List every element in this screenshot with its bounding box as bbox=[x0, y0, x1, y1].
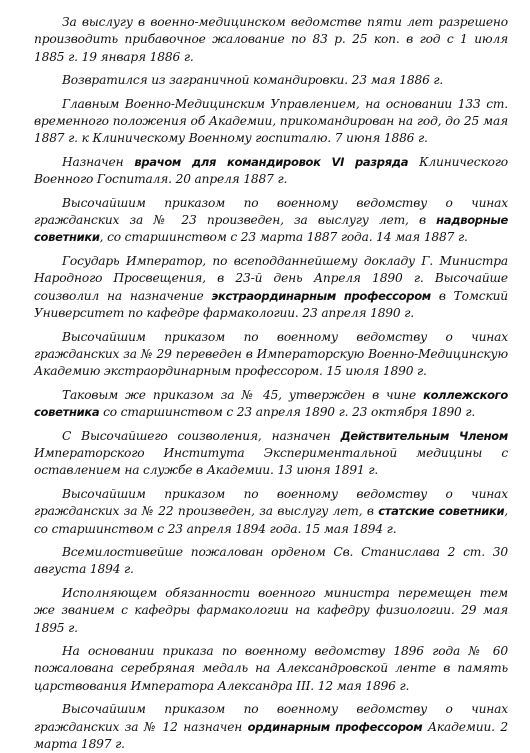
entry-text: Высочайшим приказом по военному ведомству о чинах гражданских за № 12 назначен bbox=[34, 702, 508, 734]
entry-text: Таковым же приказом за № 45, утвержден в чине bbox=[62, 387, 424, 402]
entry-text: Назначен bbox=[62, 154, 135, 169]
entry-text: За выслугу в военно-медицинском ведомстве пяти лет разрешено производить прибавочное жалование по 83 р. 25 коп. в год с 1 июля 1885 г. 19 января 1886 г. bbox=[34, 15, 508, 64]
emphasized-title: коллежского советника bbox=[34, 387, 508, 420]
entry-text: со старшинством с 23 апреля 1890 г. 23 октября 1890 г. bbox=[99, 405, 476, 420]
entry-text: Государь Император, по всеподданнейшему докладу Г. Министра Народного Просвещения, в 23-й день Апреля 1890 г. Высочайше соизволил на назначение bbox=[34, 253, 508, 303]
emphasized-title: Действительным Членом bbox=[340, 428, 508, 443]
entry-text: Академии. 2 марта 1897 г. bbox=[34, 719, 508, 752]
service-record-entry bbox=[34, 72, 508, 89]
service-record-entry bbox=[34, 701, 508, 753]
entry-text: Возвратился из заграничной командировки. 23 мая 1886 г. bbox=[62, 73, 444, 88]
entry-text: Императорского Института Экспериментальной медицины с оставлением на службе в Академии. 13 июня 1891 г. bbox=[34, 445, 508, 478]
entry-text: Высочайшим приказом по военному ведомству о чинах гражданских за № 29 переведен в Императорскую Военно-Медицинскую Академию экстраординарным профессором. 15 июля 1890 г. bbox=[34, 329, 508, 379]
service-record-entry bbox=[34, 253, 508, 323]
service-record-entry bbox=[34, 96, 508, 148]
service-record-entry bbox=[34, 428, 508, 480]
service-record-entry bbox=[34, 195, 508, 247]
entry-text: в Томский Университет по кафедре фармакологии. 23 апреля 1890 г. bbox=[34, 288, 509, 321]
entry-text: Главным Военно-Медицинским Управлением, на основании 133 ст. временного положения об Академии, прикомандирован на год, до 25 мая 1887 г. к Клиническому Военному госпиталю. 7 июня 1886 г. bbox=[34, 96, 508, 146]
emphasized-title: статские советники bbox=[378, 504, 505, 519]
service-record-entry bbox=[34, 544, 508, 579]
entry-text: С Высочайшего соизволения, назначен bbox=[62, 428, 341, 443]
emphasized-title: врачом для командировок VI разряда bbox=[134, 154, 409, 169]
emphasized-title: надворные советники bbox=[34, 213, 508, 245]
entry-text: Клинического Военного Госпиталя. 20 апреля 1887 г. bbox=[34, 154, 508, 187]
entry-text: Исполняющем обязанности военного министра перемещен тем же званием с кафедры фармакологии на кафедру физиологии. 29 мая 1895 г. bbox=[34, 585, 508, 635]
service-record-entry bbox=[34, 585, 508, 637]
entry-text: Высочайшим приказом по военному ведомству о чинах гражданских за № 23 произведен, за выслугу лет, в bbox=[34, 195, 508, 228]
service-record-entry bbox=[34, 643, 508, 695]
entry-text: , со старшинством с 23 марта 1887 года. 14 мая 1887 г. bbox=[99, 230, 468, 245]
service-record-entry bbox=[34, 14, 508, 66]
service-record-entry bbox=[34, 486, 508, 538]
entry-text: , со старшинством с 23 апреля 1894 года. 15 мая 1894 г. bbox=[34, 504, 508, 536]
entry-text: На основании приказа по военному ведомству 1896 года № 60 пожалована серебряная медаль на Александровской ленте в память царствования Императора Александра III. 12 мая 1896 г. bbox=[34, 644, 508, 693]
service-record-entry bbox=[34, 387, 508, 422]
service-record-entry bbox=[34, 154, 508, 189]
document-body bbox=[34, 14, 508, 753]
emphasized-title: экстраординарным профессором bbox=[211, 288, 431, 303]
emphasized-title: ординарным профессором bbox=[247, 719, 423, 734]
service-record-entry bbox=[34, 329, 508, 381]
entry-text: Высочайшим приказом по военному ведомству о чинах гражданских за № 22 произведен, за выслугу лет, в bbox=[34, 486, 508, 519]
entry-text: Всемилостивейше пожалован орденом Св. Станислава 2 ст. 30 августа 1894 г. bbox=[34, 544, 508, 577]
